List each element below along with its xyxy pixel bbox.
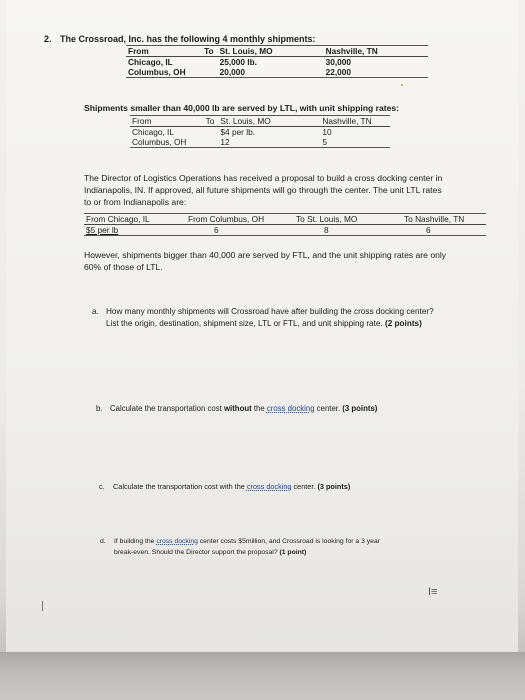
row-origin: Columbus, OH	[130, 137, 190, 148]
question-a-letter: a.	[92, 307, 99, 316]
row-origin: Columbus, OH	[126, 67, 190, 78]
header-st-louis: St. Louis, MO	[218, 116, 320, 127]
header-from-chicago: From Chicago, IL	[84, 214, 186, 225]
question-b-points: (3 points)	[342, 404, 378, 413]
header-to-nashville: To Nashville, TN	[402, 214, 486, 225]
cell-value: 22,000	[324, 67, 428, 78]
margin-mark	[42, 601, 43, 611]
header-from-columbus: From Columbus, OH	[186, 214, 294, 225]
header-from: From	[126, 46, 190, 57]
cell-value: 12	[218, 137, 320, 148]
table-row	[84, 225, 486, 236]
question-intro: The Crossroad, Inc. has the following 4 monthly shipments:	[60, 34, 316, 44]
cell-value: 8	[294, 225, 402, 236]
header-nashville: Nashville, TN	[324, 46, 428, 57]
table-header-row	[84, 214, 486, 225]
ltl-rate-table	[130, 115, 390, 148]
proposal-line: The Director of Logistics Operations has received a proposal to build a cross docking center in	[84, 173, 443, 183]
cell-value: $4 per lb.	[220, 127, 256, 137]
proposal-line: Indianapolis, IN. If approved, all future shipments will go through the center. The unit LTL rates	[84, 185, 442, 195]
question-d-points: (1 point)	[279, 549, 307, 556]
question-number: 2.	[44, 34, 52, 44]
cell-value: $5 per lb	[84, 225, 186, 236]
row-origin: Chicago, IL	[132, 127, 174, 137]
ftl-line: However, shipments bigger than 40,000 are served by FTL, and the unit shipping rates are only	[84, 250, 447, 260]
cross-docking-link: cross docking	[246, 482, 292, 491]
table-row	[126, 57, 428, 68]
question-c-text: Calculate the transportation cost with the cross docking center. (3 points)	[113, 482, 351, 491]
table-row	[130, 137, 390, 148]
table-header-row	[126, 46, 428, 57]
header-st-louis: St. Louis, MO	[218, 46, 324, 57]
indianapolis-rate-table	[84, 213, 486, 236]
table-header-row	[130, 116, 390, 127]
cell-value: 5	[320, 137, 390, 148]
question-b-text: Calculate the transportation cost without the cross docking center. (3 points)	[110, 404, 378, 413]
cell-value: 25,000 lb.	[219, 57, 257, 67]
cell-value: 10	[322, 127, 332, 137]
header-from: From	[130, 116, 190, 127]
header-to-st-louis: To St. Louis, MO	[294, 214, 402, 225]
cross-docking-link: cross docking	[266, 404, 315, 413]
question-b-letter: b.	[96, 404, 103, 413]
header-to: To	[190, 116, 218, 127]
table-row	[126, 67, 428, 78]
proposal-line: to or from Indianapolis are:	[84, 197, 187, 207]
cell-value: 6	[402, 225, 486, 236]
cell-value: 20,000	[218, 67, 324, 78]
cross-docking-link: cross docking	[156, 538, 198, 545]
cell-value: 6	[186, 225, 294, 236]
paper-speck	[401, 84, 403, 86]
page-bottom-shadow	[0, 652, 525, 700]
table-row	[130, 127, 390, 138]
header-nashville: Nashville, TN	[320, 116, 390, 127]
shipments-table	[126, 45, 428, 78]
ftl-line: 60% of those of LTL.	[84, 262, 163, 272]
question-d-line1: If building the cross docking center costs $5million, and Crossroad is looking for a 3 year	[114, 538, 380, 545]
question-d-letter: d.	[100, 538, 106, 545]
question-c-letter: c.	[99, 482, 105, 491]
question-a-points: (2 points)	[384, 319, 422, 328]
text-cursor-icon: I≡	[428, 586, 438, 598]
cell-value: 30,000	[325, 57, 352, 67]
header-to: To	[190, 46, 218, 57]
row-origin: Chicago, IL	[128, 57, 173, 67]
question-a-line1: How many monthly shipments will Crossroad have after building the cross docking center?	[106, 307, 434, 316]
question-c-points: (3 points)	[317, 482, 351, 491]
question-d-line2: break-even. Should the Director support the proposal? (1 point)	[114, 549, 307, 556]
question-a-line2: List the origin, destination, shipment size, LTL or FTL, and unit shipping rate. (2 points)	[106, 319, 422, 328]
ltl-intro: Shipments smaller than 40,000 lb are served by LTL, with unit shipping rates:	[84, 103, 400, 113]
